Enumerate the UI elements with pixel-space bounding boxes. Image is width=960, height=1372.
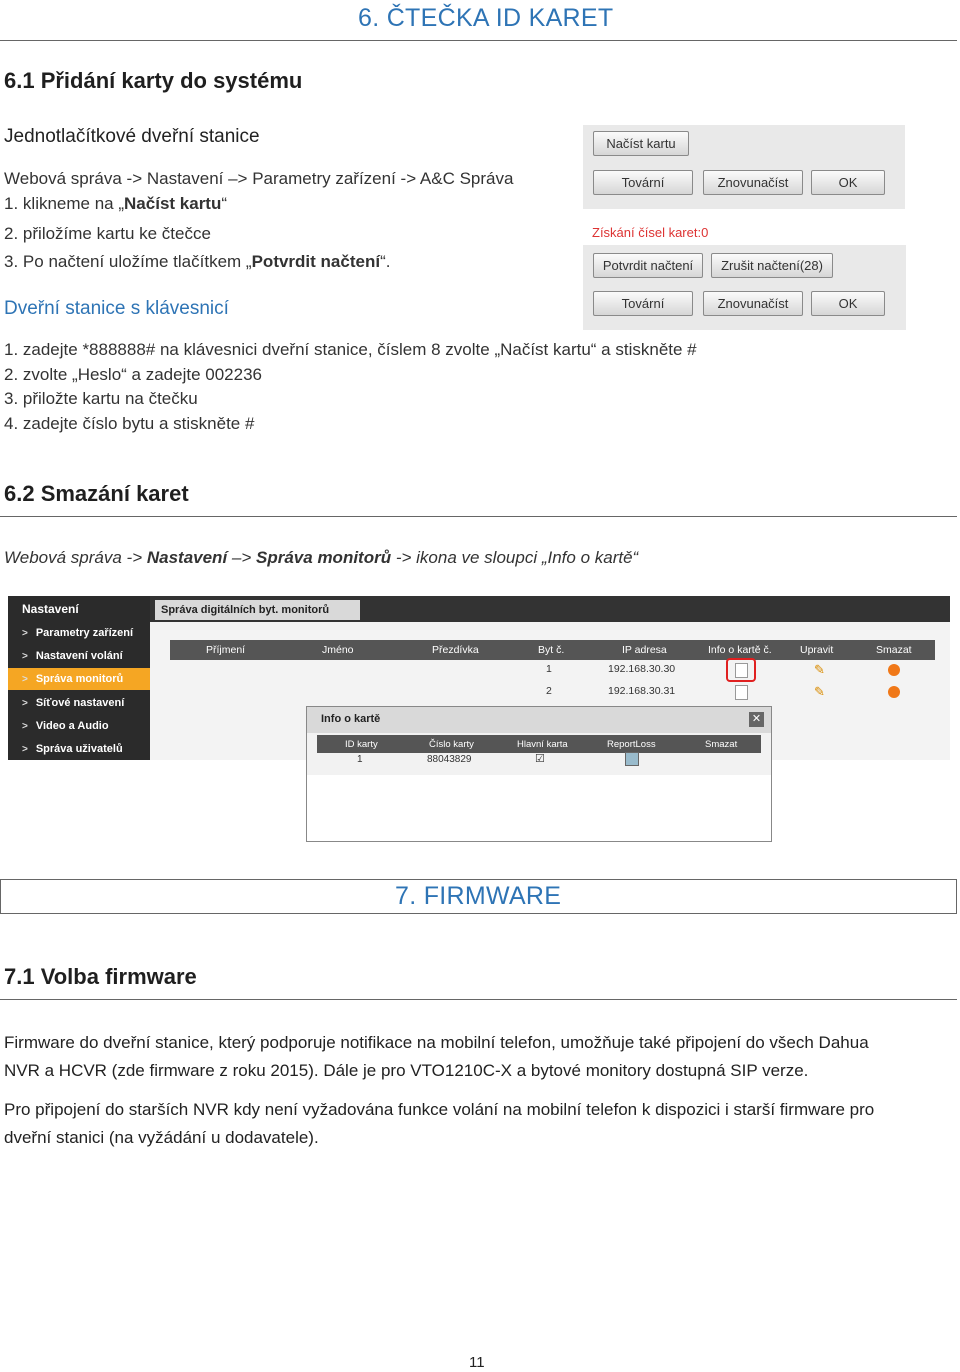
step-3: 3. Po načtení uložíme tlačítkem „Potvrdit načtení“. [4, 252, 391, 271]
cell-ip: 192.168.30.31 [608, 685, 676, 697]
col-header: Smazat [876, 644, 912, 656]
section-rule [0, 516, 957, 517]
refresh-button[interactable]: Znovunačíst [703, 291, 803, 316]
menu-path: Webová správa -> Nastavení –> Parametry zařízení -> A&C Správa [4, 169, 514, 188]
step-number: 2. [4, 224, 19, 243]
chevron-right-icon: > [22, 697, 28, 709]
dialog-header [307, 707, 771, 733]
cell-flat: 1 [546, 663, 552, 675]
col-header: ReportLoss [607, 738, 656, 750]
cancel-read-button[interactable]: Zrušit načtení(28) [711, 253, 833, 278]
confirm-read-button[interactable]: Potvrdit načtení [593, 253, 703, 278]
chevron-right-icon: > [22, 627, 28, 639]
path-part: Webová správa -> [4, 548, 147, 567]
keypad-steps [4, 338, 697, 436]
col-header: ID karty [345, 738, 378, 750]
text-line: dveřní stanici (na vyžádání u dodavatele). [4, 1128, 319, 1147]
card-info-dialog [306, 706, 772, 842]
col-header: Upravit [800, 644, 834, 656]
col-header: Příjmení [206, 644, 246, 656]
keypad-step: 2. zvolte „Heslo“ a zadejte 002236 [4, 364, 262, 384]
ok-button[interactable]: OK [811, 170, 885, 195]
paragraph-2 [4, 1096, 956, 1152]
col-header: IP adresa [622, 644, 667, 656]
chapter-rule [0, 40, 957, 41]
cell-ip: 192.168.30.30 [608, 663, 676, 675]
keypad-step: 3. přiložte kartu na čtečku [4, 389, 198, 408]
delete-icon[interactable] [888, 664, 900, 676]
read-card-button[interactable]: Načíst kartu [593, 131, 689, 156]
col-header: Hlavní karta [517, 738, 568, 750]
panel-header [150, 596, 950, 622]
sidebar-item-network[interactable]: > Síťové nastavení [22, 697, 125, 709]
dialog-table-header [317, 735, 761, 753]
sidebar-item-call-settings[interactable]: > Nastavení volání [22, 650, 123, 662]
text-line: NVR a HCVR (zde firmware z roku 2015). Dále je pro VTO1210C-X a bytové monitory dostupná SIP verze. [4, 1061, 809, 1080]
chapter-rule [0, 913, 957, 914]
section-title: 6.1 Přidání karty do systému [4, 68, 303, 93]
step-2 [4, 222, 211, 246]
step-bold: Načíst kartu [124, 194, 222, 213]
sidebar-item-monitors[interactable]: > Správa monitorů [8, 668, 150, 690]
table-header [170, 640, 935, 660]
close-icon[interactable]: ✕ [749, 712, 764, 727]
step-text: přiložíme kartu ke čtečce [22, 224, 211, 243]
chapter-rule [0, 879, 957, 880]
chapter-box-left [0, 879, 1, 914]
card-panel-bottom [583, 245, 906, 330]
path-bold: Správa monitorů [256, 548, 392, 567]
keypad-step: 4. zadejte číslo bytu a stiskněte # [4, 413, 255, 433]
card-panel-top [583, 125, 905, 209]
step-end: “. [380, 252, 391, 271]
edit-icon[interactable]: ✎ [814, 684, 825, 699]
settings-sidebar [8, 596, 150, 760]
menu-path [4, 546, 638, 570]
chapter-title: 7. FIRMWARE [395, 882, 562, 910]
chevron-right-icon: > [22, 743, 28, 755]
step-text: klikneme na [22, 194, 119, 213]
paragraph-1 [4, 1029, 956, 1085]
cards-count-label: Získání čísel karet:0 [592, 225, 709, 240]
sidebar-title: Nastavení [22, 602, 79, 616]
edit-icon[interactable]: ✎ [814, 662, 825, 677]
path-part: –> [227, 548, 257, 567]
dialog-title: Info o kartě [321, 713, 381, 725]
subheading-single-button: Jednotlačítkové dveřní stanice [4, 126, 260, 147]
col-header: Číslo karty [429, 738, 474, 750]
cell-card-number: 88043829 [427, 754, 472, 765]
cell-card-id: 1 [357, 754, 363, 765]
panel-title: Správa digitálních byt. monitorů [155, 600, 360, 620]
subheading-keypad: Dveřní stanice s klávesnicí [4, 298, 229, 319]
step-number: 1. [4, 194, 19, 213]
step-bold: Potvrdit načtení [251, 252, 381, 271]
dialog-body [307, 775, 771, 841]
refresh-button[interactable]: Znovunačíst [703, 170, 803, 195]
ok-button[interactable]: OK [811, 291, 885, 316]
text-line: Pro připojení do starších NVR kdy není vyžadována funkce volání na mobilní telefon k dispozici i starší firmware pro [4, 1100, 875, 1119]
sidebar-item-device-params[interactable]: > Parametry zařízení [22, 627, 134, 639]
section-title: 6.2 Smazání karet [4, 481, 189, 506]
col-header: Byt č. [538, 644, 565, 656]
card-info-icon[interactable] [735, 663, 748, 678]
col-header: Jméno [322, 644, 354, 656]
chevron-right-icon: > [22, 673, 28, 685]
col-header: Smazat [705, 738, 738, 750]
sidebar-item-users[interactable]: > Správa uživatelů [22, 743, 123, 755]
step-end: “ [221, 194, 228, 213]
factory-button[interactable]: Tovární [593, 170, 693, 195]
text-line: Firmware do dveřní stanice, který podporuje notifikace na mobilní telefon, umožňuje také připojení do všech Dahua [4, 1033, 869, 1052]
section-rule [0, 999, 957, 1000]
chapter-box-right [956, 879, 957, 914]
col-header: Přezdívka [432, 644, 479, 656]
chevron-right-icon: > [22, 650, 28, 662]
step-1: 1. klikneme na „Načíst kartu“ [4, 194, 228, 213]
path-bold: Nastavení [146, 548, 228, 567]
path-part: -> ikona ve sloupci „Info o kartě“ [391, 548, 639, 567]
checkbox-checked-icon[interactable]: ☑ [535, 753, 545, 765]
page-number: 11 [469, 1354, 485, 1371]
report-loss-icon[interactable] [625, 752, 639, 766]
col-header: Info o kartě č. [708, 644, 772, 656]
step-text: Po načtení uložíme tlačítkem [22, 252, 246, 271]
cell-flat: 2 [546, 685, 552, 697]
step-number: 3. [4, 252, 19, 271]
sidebar-item-video-audio[interactable]: > Video a Audio [22, 720, 109, 732]
factory-button[interactable]: Tovární [593, 291, 693, 316]
keypad-step: 1. zadejte *888888# na klávesnici dveřní stanice, číslem 8 zvolte „Načíst kartu“ a stiskněte # [4, 340, 697, 359]
chapter-title: 6. ČTEČKA ID KARET [358, 4, 614, 32]
card-info-icon[interactable] [735, 685, 748, 700]
delete-icon[interactable] [888, 686, 900, 698]
section-title: 7.1 Volba firmware [4, 964, 197, 989]
chevron-right-icon: > [22, 720, 28, 732]
